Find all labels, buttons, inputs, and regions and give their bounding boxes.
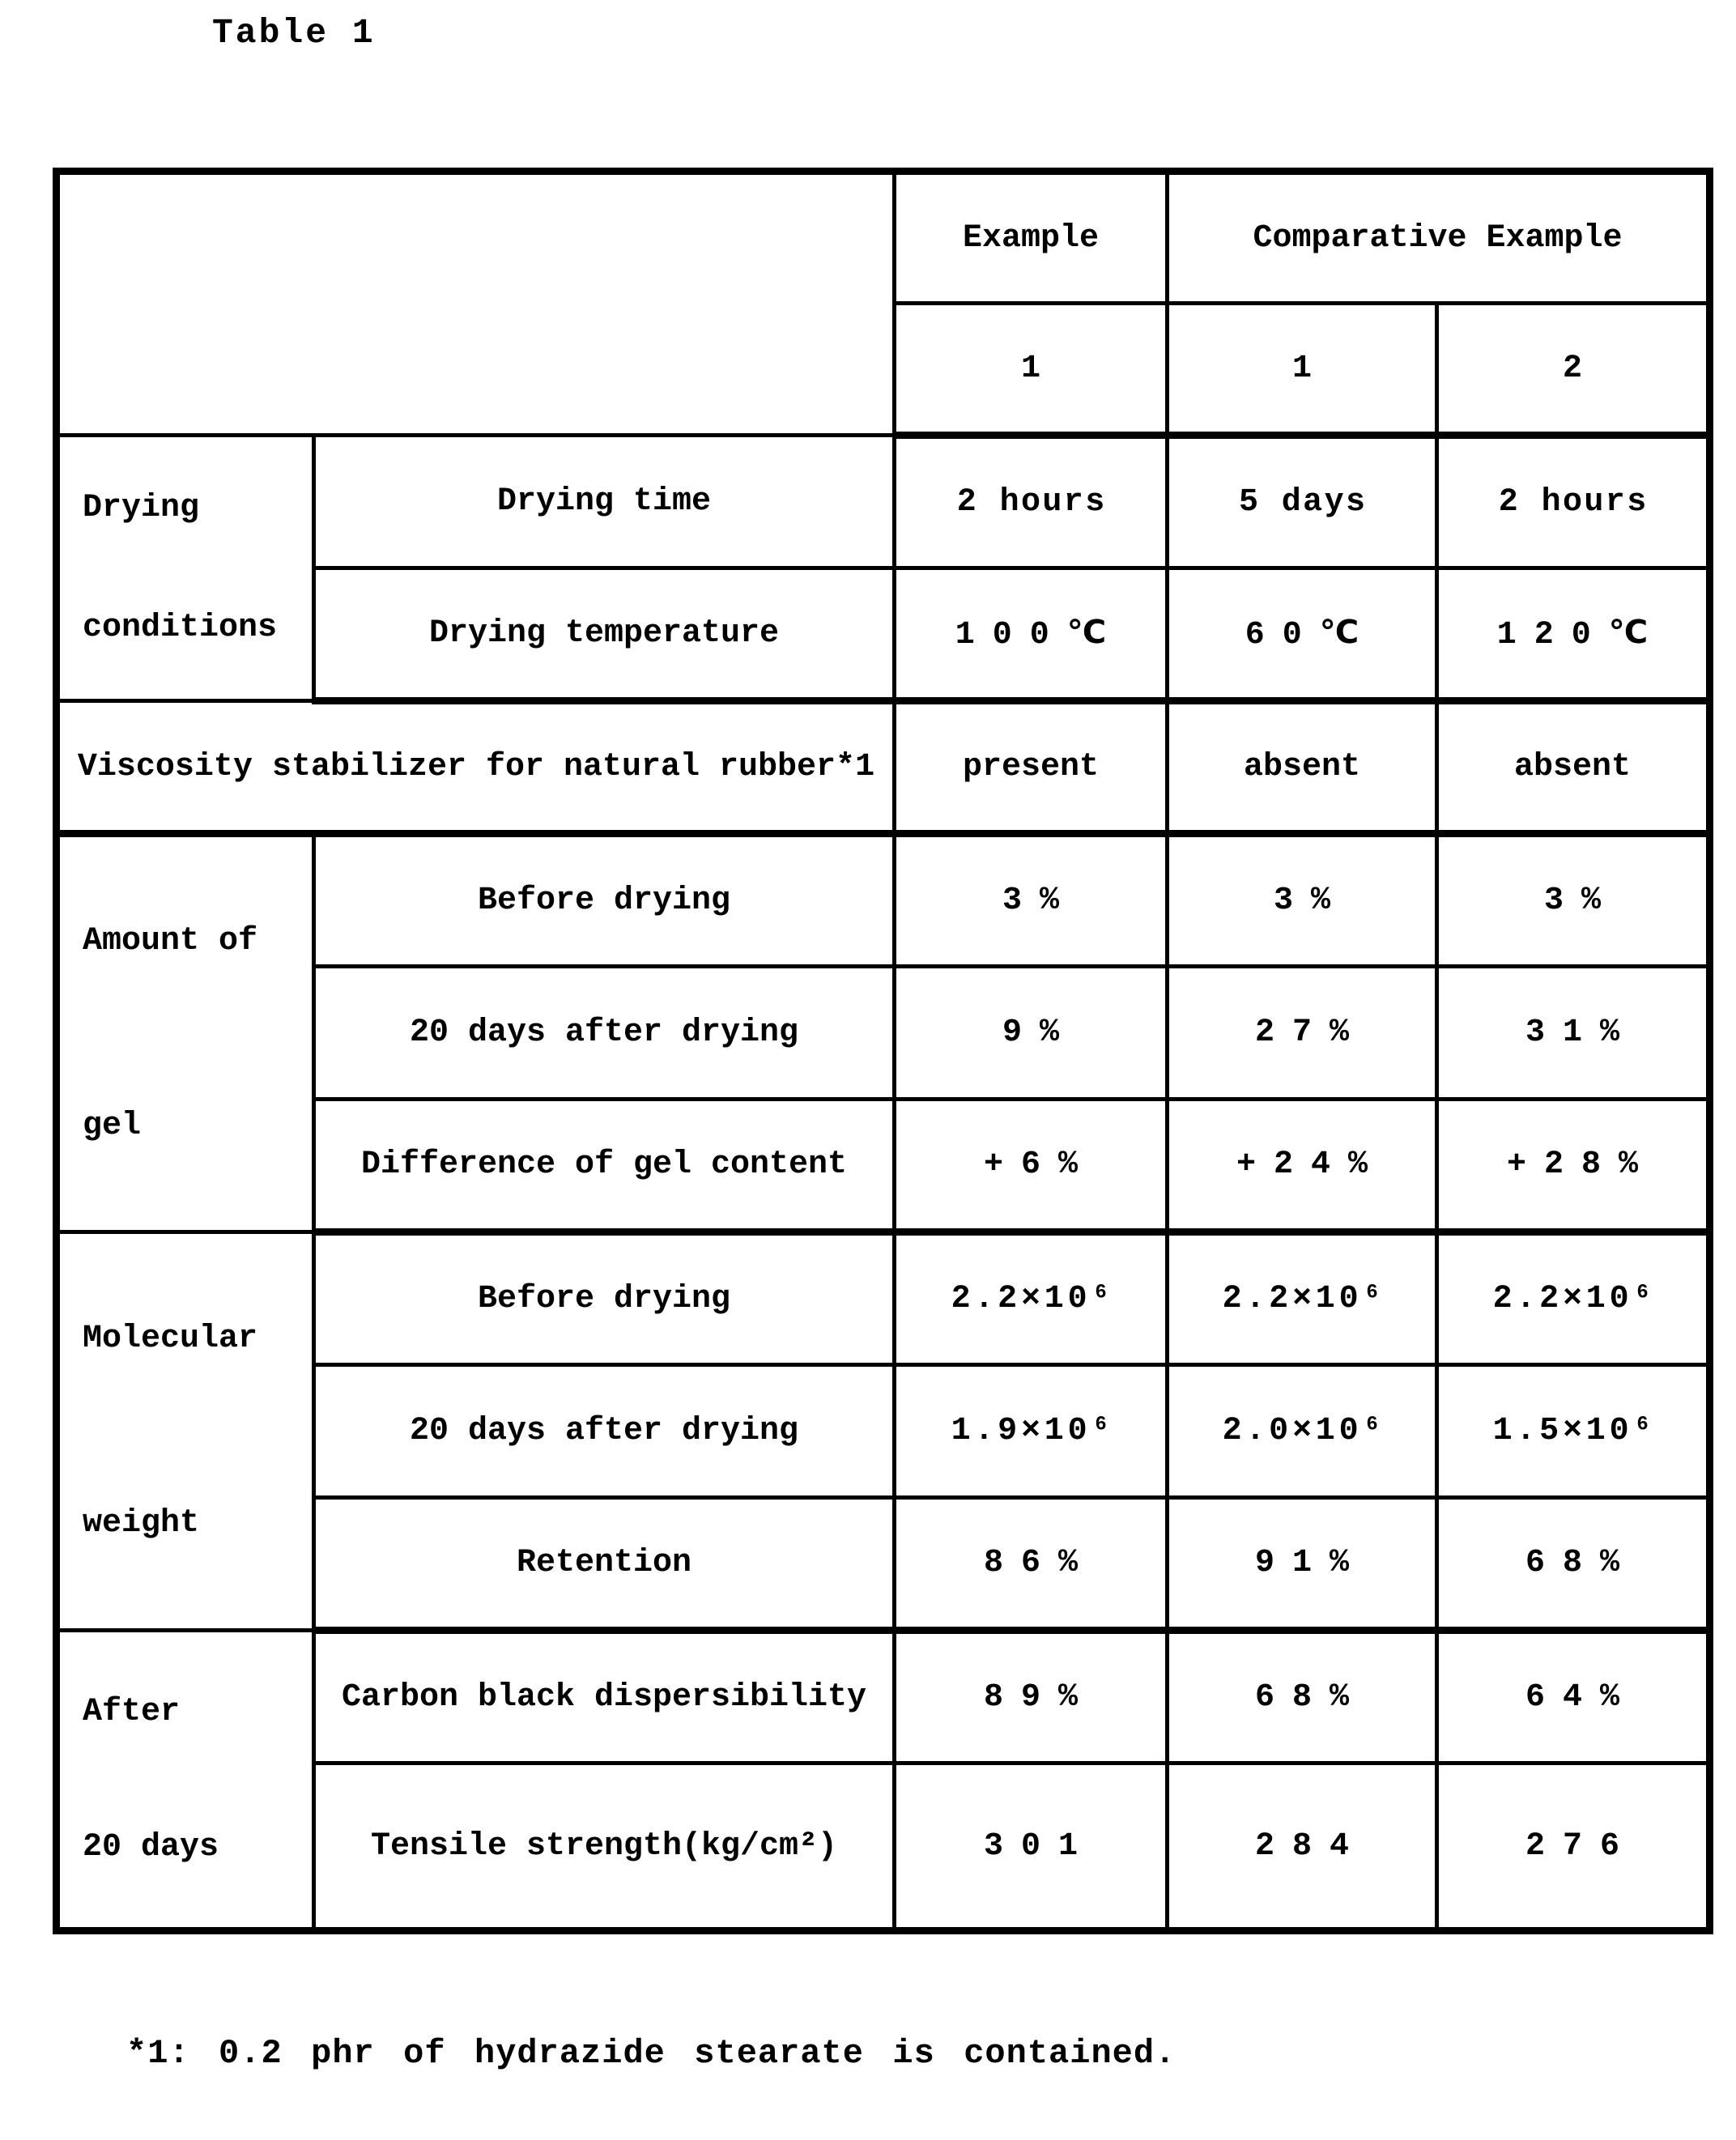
- value-cell: 1.5×10⁶: [1437, 1365, 1710, 1498]
- value-cell: 276: [1437, 1763, 1710, 1931]
- row-label-drying-temperature: Drying temperature: [314, 568, 895, 701]
- header-example: Example: [895, 172, 1168, 304]
- row-label-gel-20-days: 20 days after drying: [314, 967, 895, 1100]
- row-label-viscosity-stabilizer: Viscosity stabilizer for natural rubber*1: [57, 701, 895, 834]
- value-cell: 91%: [1168, 1498, 1437, 1631]
- value-cell: +24%: [1168, 1100, 1437, 1232]
- data-table: [53, 168, 1713, 1934]
- value-cell: 2.0×10⁶: [1168, 1365, 1437, 1498]
- group-label-molecular-weight: [57, 1232, 314, 1631]
- value-cell: 68%: [1437, 1498, 1710, 1631]
- row-label-carbon-black: Carbon black dispersibility: [314, 1631, 895, 1763]
- value-cell: 100℃: [895, 568, 1168, 701]
- value-cell: 120℃: [1437, 568, 1710, 701]
- row-label-retention: Retention: [314, 1498, 895, 1631]
- row-label-drying-time: Drying time: [314, 436, 895, 568]
- value-cell: 68%: [1168, 1631, 1437, 1763]
- table-row: [57, 436, 1710, 568]
- group-label-line: After: [83, 1693, 181, 1730]
- value-cell: 3%: [1168, 834, 1437, 967]
- group-label-line: Drying: [83, 490, 200, 527]
- row-label-gel-difference: Difference of gel content: [314, 1100, 895, 1232]
- value-cell: 1.9×10⁶: [895, 1365, 1168, 1498]
- group-label-amount-of-gel: [57, 834, 314, 1232]
- group-label-line: gel: [83, 1107, 142, 1144]
- group-label-line: weight: [83, 1504, 200, 1542]
- row-label-mw-before-drying: Before drying: [314, 1232, 895, 1365]
- value-cell: 2.2×10⁶: [1437, 1232, 1710, 1365]
- table-title: Table 1: [212, 13, 376, 53]
- blank-header-cell: [57, 172, 895, 436]
- row-label-gel-before-drying: Before drying: [314, 834, 895, 967]
- value-cell: 60℃: [1168, 568, 1437, 701]
- footnote: *1: 0.2 phr of hydrazide stearate is contained.: [126, 2034, 1176, 2073]
- row-label-mw-20-days: 20 days after drying: [314, 1365, 895, 1498]
- value-cell: absent: [1437, 701, 1710, 834]
- value-cell: 89%: [895, 1631, 1168, 1763]
- value-cell: 284: [1168, 1763, 1437, 1931]
- value-cell: 64%: [1437, 1631, 1710, 1763]
- value-cell: 27%: [1168, 967, 1437, 1100]
- value-cell: 3%: [1437, 834, 1710, 967]
- value-cell: 301: [895, 1763, 1168, 1931]
- value-cell: absent: [1168, 701, 1437, 834]
- value-cell: +28%: [1437, 1100, 1710, 1232]
- table-row: [57, 701, 1710, 834]
- header-comparative-example: Comparative Example: [1168, 172, 1710, 304]
- table-row: [57, 834, 1710, 967]
- value-cell: present: [895, 701, 1168, 834]
- group-label-after-20-days: [57, 1631, 314, 1931]
- header-row-1: [57, 172, 1710, 304]
- group-label-line: Molecular: [83, 1321, 258, 1358]
- group-label-drying-conditions: [57, 436, 314, 701]
- table-row: [57, 1232, 1710, 1365]
- value-cell: 31%: [1437, 967, 1710, 1100]
- header-comparative-1: 1: [1168, 304, 1437, 436]
- header-example-1: 1: [895, 304, 1168, 436]
- header-comparative-2: 2: [1437, 304, 1710, 436]
- value-cell: 3%: [895, 834, 1168, 967]
- value-cell: 2 hours: [895, 436, 1168, 568]
- value-cell: 5 days: [1168, 436, 1437, 568]
- group-label-line: Amount of: [83, 923, 258, 960]
- value-cell: 86%: [895, 1498, 1168, 1631]
- group-label-line: conditions: [83, 609, 278, 646]
- value-cell: 2.2×10⁶: [895, 1232, 1168, 1365]
- value-cell: +6%: [895, 1100, 1168, 1232]
- value-cell: 2.2×10⁶: [1168, 1232, 1437, 1365]
- group-label-line: 20 days: [83, 1829, 219, 1866]
- table-row: [57, 1631, 1710, 1763]
- value-cell: 2 hours: [1437, 436, 1710, 568]
- row-label-tensile-strength: Tensile strength(kg/cm²): [314, 1763, 895, 1931]
- value-cell: 9%: [895, 967, 1168, 1100]
